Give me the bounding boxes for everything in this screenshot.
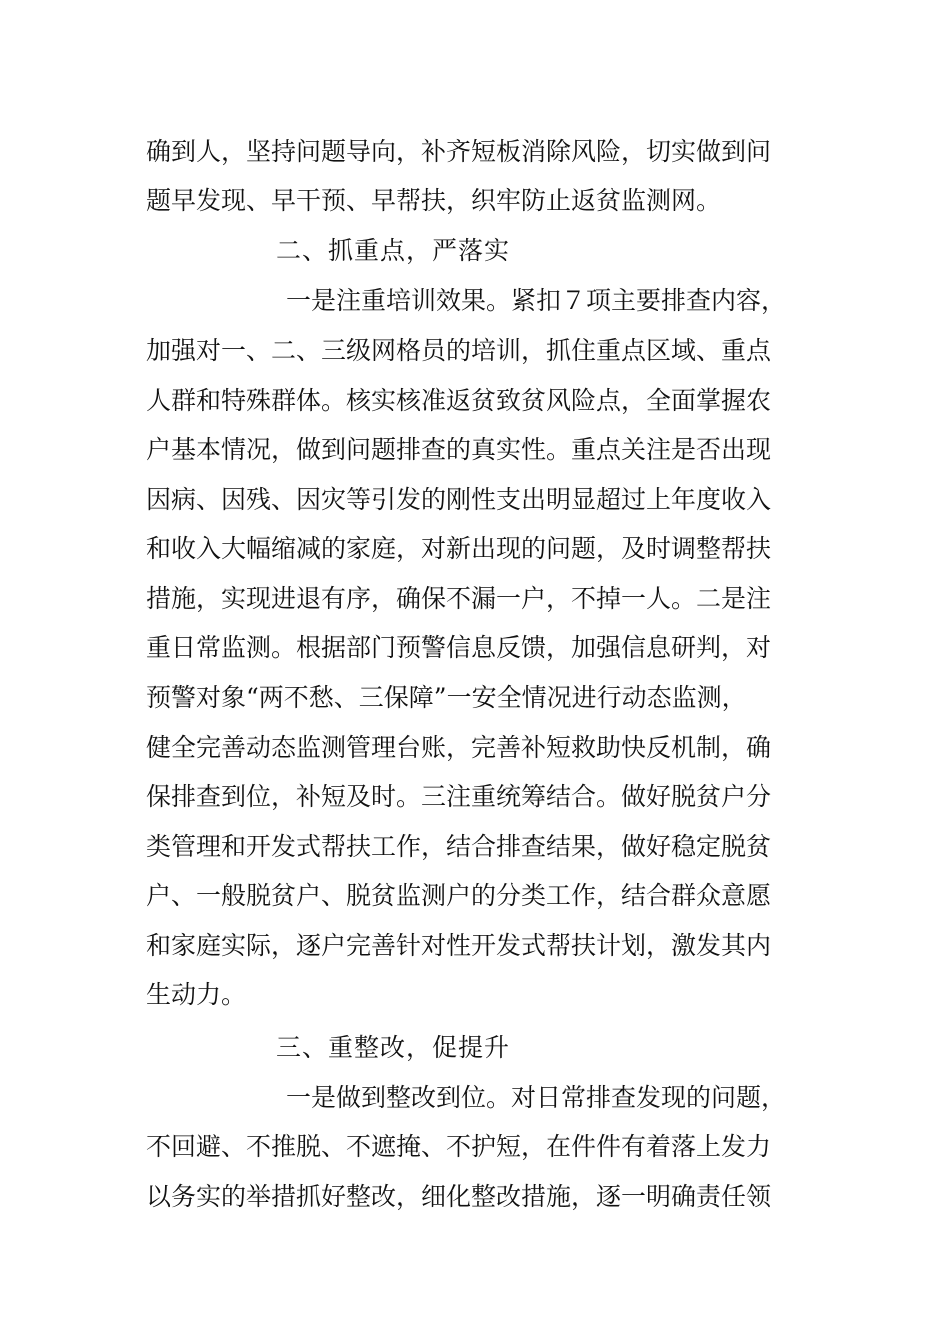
paragraph-line: 预警对象“两不愁、三保障”一安全情况进行动态监测， bbox=[146, 683, 747, 712]
paragraph-line: 类管理和开发式帮扶工作，结合排查结果，做好稳定脱贫 bbox=[146, 832, 772, 861]
paragraph-line: 和家庭实际，逐户完善针对性开发式帮扶计划，激发其内 bbox=[146, 931, 772, 960]
paragraph-line: 户、一般脱贫户、脱贫监测户的分类工作，结合群众意愿 bbox=[146, 881, 772, 910]
paragraph-line: 以务实的举措抓好整改，细化整改措施，逐一明确责任领 bbox=[146, 1182, 772, 1211]
paragraph-line: 户基本情况，做到问题排查的真实性。重点关注是否出现 bbox=[146, 435, 772, 464]
paragraph-line: 一是注重培训效果。紧扣７项主要排查内容， bbox=[286, 286, 787, 315]
paragraph-line: 题早发现、早干预、早帮扶，织牢防止返贫监测网。 bbox=[146, 186, 722, 215]
paragraph-line: 和收入大幅缩减的家庭，对新出现的问题，及时调整帮扶 bbox=[146, 534, 772, 563]
paragraph-line: 健全完善动态监测管理台账，完善补短救助快反机制，确 bbox=[146, 733, 772, 762]
section-heading-2: 二、抓重点，严落实 bbox=[276, 236, 511, 265]
paragraph-line: 一是做到整改到位。对日常排查发现的问题， bbox=[286, 1083, 787, 1112]
paragraph-line: 不回避、不推脱、不遮掩、不护短，在件件有着落上发力 bbox=[146, 1132, 772, 1161]
paragraph-line: 加强对一、二、三级网格员的培训，抓住重点区域、重点 bbox=[146, 336, 772, 365]
paragraph-line: 人群和特殊群体。核实核准返贫致贫风险点，全面掌握农 bbox=[146, 386, 772, 415]
paragraph-line: 因病、因残、因灾等引发的刚性支出明显超过上年度收入 bbox=[146, 485, 772, 514]
paragraph-line: 保排查到位，补短及时。三注重统筹结合。做好脱贫户分 bbox=[146, 782, 772, 811]
paragraph-line: 生动力。 bbox=[146, 980, 247, 1009]
paragraph-line: 确到人，坚持问题导向，补齐短板消除风险，切实做到问 bbox=[146, 137, 772, 166]
section-heading-3: 三、重整改，促提升 bbox=[276, 1033, 511, 1062]
paragraph-line: 重日常监测。根据部门预警信息反馈，加强信息研判，对 bbox=[146, 633, 772, 662]
paragraph-line: 措施，实现进退有序，确保不漏一户，不掉一人。二是注 bbox=[146, 584, 772, 613]
